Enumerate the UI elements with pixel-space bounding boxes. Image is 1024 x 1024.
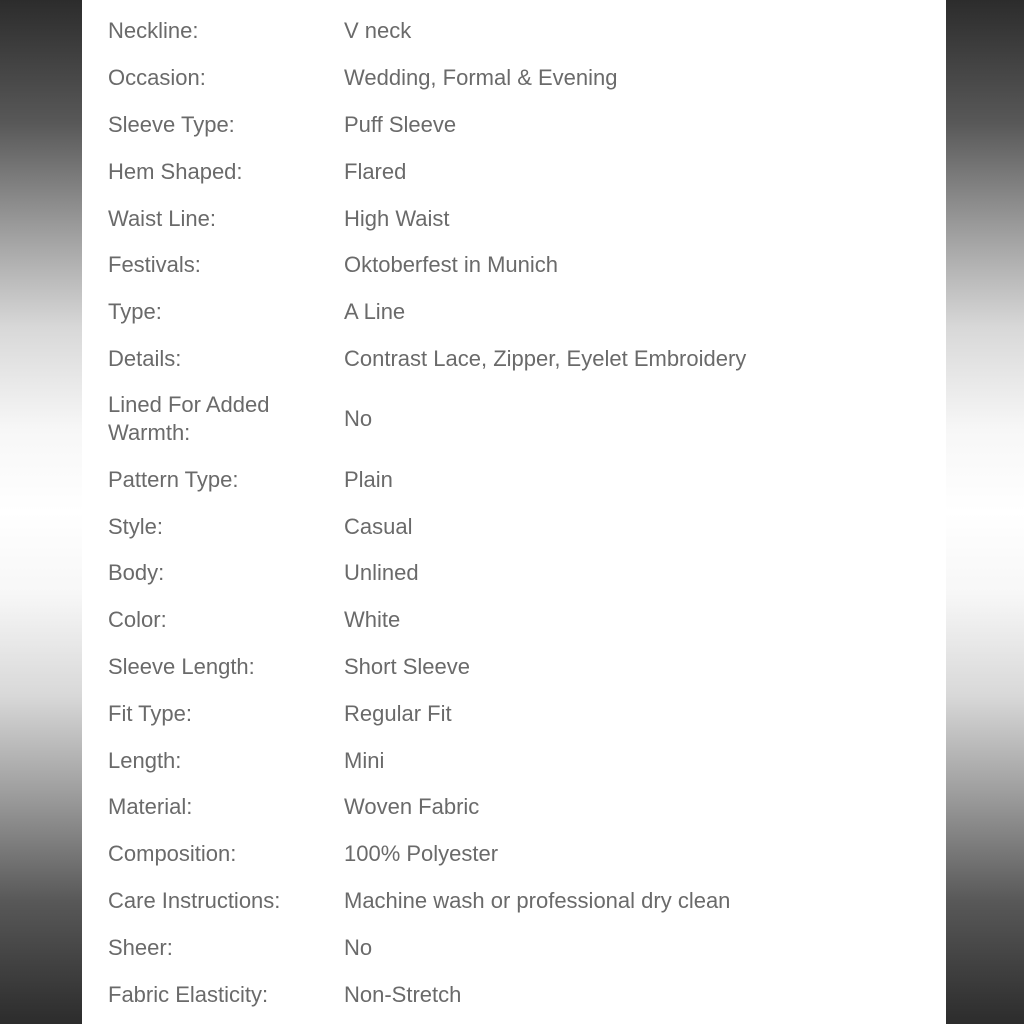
spec-row-fabric-elasticity (108, 971, 928, 1018)
right-border (946, 0, 1024, 1024)
spec-row-festivals (108, 242, 928, 289)
spec-row-material (108, 784, 928, 831)
spec-label: Color: (108, 607, 167, 633)
spec-label: Pattern Type: (108, 466, 239, 492)
spec-value: No (344, 934, 373, 960)
spec-value: Non-Stretch (344, 981, 462, 1007)
spec-label: Fabric Elasticity: (108, 981, 269, 1007)
spec-row-pattern-type (108, 456, 928, 503)
spec-row-style (108, 503, 928, 550)
spec-value: 100% Polyester (344, 841, 499, 867)
spec-value: No (344, 406, 373, 432)
spec-label: Length: (108, 747, 182, 773)
spec-row-care-instructions (108, 878, 928, 925)
spec-row-length (108, 737, 928, 784)
spec-value: Oktoberfest in Munich (344, 252, 558, 278)
spec-label: Body: (108, 560, 165, 586)
spec-value: Mini (344, 747, 385, 773)
spec-row-waist-line (108, 195, 928, 242)
spec-label: Sleeve Type: (108, 111, 235, 137)
left-border (0, 0, 82, 1024)
spec-label: Fit Type: (108, 700, 192, 726)
spec-value: Short Sleeve (344, 653, 470, 679)
spec-value: Unlined (344, 560, 419, 586)
spec-row-lined-for-added-warmth (108, 382, 928, 456)
spec-label: Waist Line: (108, 205, 217, 231)
spec-value: Woven Fabric (344, 794, 480, 820)
spec-row-details (108, 336, 928, 383)
spec-label: Style: (108, 513, 164, 539)
spec-row-sleeve-length (108, 644, 928, 691)
spec-label: Material: (108, 794, 193, 820)
spec-value: Contrast Lace, Zipper, Eyelet Embroidery (344, 345, 747, 371)
spec-value: White (344, 607, 401, 633)
spec-row-sleeve-type (108, 102, 928, 149)
spec-row-composition (108, 831, 928, 878)
spec-label: Occasion: (108, 65, 206, 91)
spec-value: V neck (344, 18, 412, 44)
spec-row-type (108, 289, 928, 336)
spec-value: Wedding, Formal & Evening (344, 65, 618, 91)
spec-value: Flared (344, 158, 407, 184)
spec-label: Details: (108, 345, 182, 371)
spec-row-sheer (108, 924, 928, 971)
spec-label: Type: (108, 299, 162, 325)
spec-row-color (108, 597, 928, 644)
spec-label: Hem Shaped: (108, 158, 243, 184)
spec-label: Sleeve Length: (108, 653, 255, 679)
spec-row-fit-type (108, 690, 928, 737)
spec-value: High Waist (344, 205, 450, 231)
spec-label: Neckline: (108, 18, 199, 44)
spec-row-body (108, 550, 928, 597)
spec-list (108, 8, 928, 1018)
spec-label: Care Instructions: (108, 887, 281, 913)
spec-label: Festivals: (108, 252, 201, 278)
spec-value: A Line (344, 299, 406, 325)
spec-row-occasion (108, 55, 928, 102)
spec-value: Machine wash or professional dry clean (344, 887, 731, 913)
spec-value: Regular Fit (344, 700, 452, 726)
spec-label: Lined For Added Warmth: (108, 392, 270, 446)
spec-value: Casual (344, 513, 413, 539)
spec-value: Puff Sleeve (344, 111, 457, 137)
spec-value: Plain (344, 466, 393, 492)
spec-row-neckline (108, 8, 928, 55)
spec-row-hem-shaped (108, 148, 928, 195)
spec-label: Composition: (108, 841, 237, 867)
product-specs-panel (82, 0, 946, 1024)
spec-label: Sheer: (108, 934, 173, 960)
